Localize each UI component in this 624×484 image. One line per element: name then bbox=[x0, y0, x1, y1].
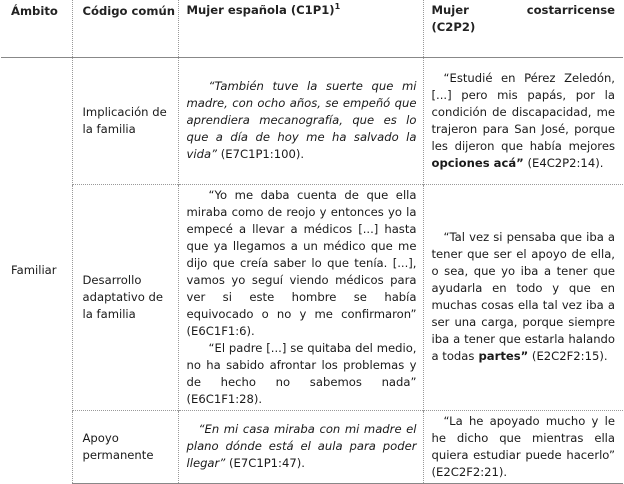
code-cell: Desarrollo adaptativo de la familia bbox=[72, 184, 178, 410]
spanish-quote-cell bbox=[178, 57, 423, 184]
quote-ref: (E4C2P2:14). bbox=[523, 155, 604, 170]
quote-ref: (E2C2F2:21). bbox=[431, 464, 508, 479]
quote-ref: (E7C1P1:100). bbox=[217, 147, 305, 161]
quote-text: “La he apoyado mucho y le he dicho que mientras ella quiera estudiar puede hacerlo” bbox=[431, 413, 615, 462]
quote-text: “También tuve la suerte que mi madre, con ocho años, se empeñó que aprendiera mecanografía, que es lo que a día de hoy me ha salvado la vida” bbox=[186, 79, 417, 161]
quotes-table bbox=[1, 0, 623, 484]
quote-ref: (E7C1P1:47). bbox=[225, 456, 305, 470]
footnote-marker: 1 bbox=[334, 2, 341, 12]
quote-text: “Yo me daba cuenta de que ella miraba como de reojo y entonces yo la empecé a llevar a médicos [...] hasta que ya llegamos a un médico que me dijo que creía saber lo que tenía. [...], vamos yo seguí viendo médicos para ver si este hombre se había equivocado o no y me confirmaron” bbox=[186, 187, 417, 321]
quote-text: “El padre [...] se quitaba del medio, no ha sabido afrontar los problemas y de hecho no sabemos nada” bbox=[186, 340, 417, 389]
spanish-quote-cell bbox=[178, 410, 423, 483]
code-cell: Apoyo permanente bbox=[72, 410, 178, 483]
quote-ref: (E6C1F1:28). bbox=[186, 391, 263, 406]
quote-text: “Estudié en Pérez Zeledón, [...] pero mis papás, por la condición de discapacidad, me trajeron para San José, porque les dijeron que había mejores bbox=[431, 70, 615, 153]
header-row bbox=[1, 0, 623, 57]
quote-text: “En mi casa miraba con mi madre el plano dónde está el aula para poder llegar” bbox=[186, 422, 417, 470]
table-row bbox=[1, 57, 623, 184]
quote-bold: opciones acá” bbox=[431, 155, 524, 170]
costa-quote-cell bbox=[423, 57, 623, 184]
header-spanish bbox=[178, 0, 423, 57]
header-costa-a: Mujer bbox=[431, 3, 469, 17]
quote-text: “Tal vez si pensaba que iba a tener que ser el apoyo de ella, o sea, que yo iba a tener que ayudarla en todo y que en muchas cosas ella tal vez iba a ser una carga, porque siempre iba a tener que estarla halando a todas bbox=[431, 230, 615, 363]
header-costa-b: costarricense bbox=[526, 3, 615, 17]
spanish-quote-cell bbox=[178, 184, 423, 410]
header-spanish-label: Mujer española (C1P1) bbox=[186, 3, 335, 17]
quote-ref: (E6C1F1:6). bbox=[186, 323, 255, 338]
header-costa bbox=[423, 0, 623, 57]
table-row bbox=[1, 410, 623, 483]
header-codigo: Código común bbox=[72, 0, 178, 57]
code-cell: Implicación de la familia bbox=[72, 57, 178, 184]
costa-quote-cell bbox=[423, 184, 623, 410]
ambito-cell: Familiar bbox=[11, 262, 57, 277]
costa-quote-cell bbox=[423, 410, 623, 483]
header-ambito: Ámbito bbox=[1, 0, 72, 57]
quote-bold: partes” bbox=[474, 349, 529, 363]
quote-ref: (E2C2F2:15). bbox=[528, 349, 608, 363]
header-costa-c: (C2P2) bbox=[431, 20, 476, 34]
table-row bbox=[1, 184, 623, 410]
